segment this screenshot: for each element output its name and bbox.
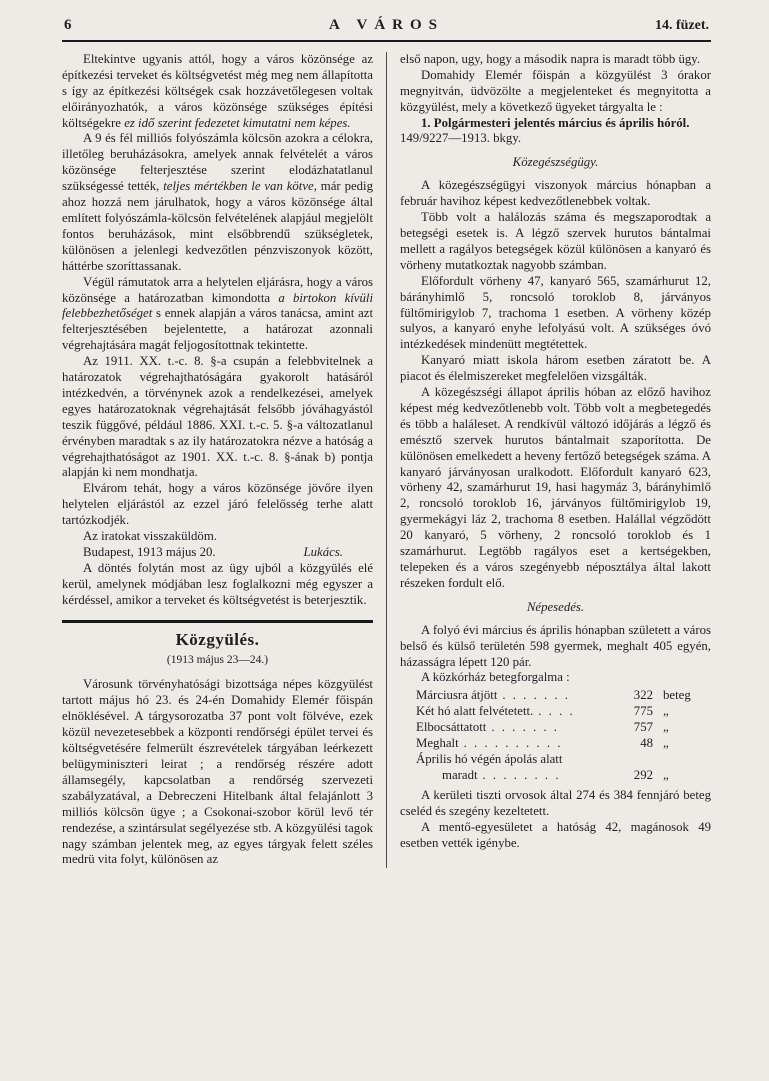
article-divider-rule <box>62 620 373 623</box>
dot-leader: . . . . . . . <box>491 720 559 735</box>
column-divider-rule <box>386 52 387 868</box>
dot-leader: . . . . . . . . <box>482 767 561 782</box>
table-row <box>416 768 705 784</box>
signature-name: Lukács. <box>303 545 343 559</box>
paragraph: Előfordult vörheny 47, kanyaró 565, szamárhurut 12, bárányhimlő 5, roncsoló toroklob 8, járványos fültőmirigylob 7, trachoma 1 esetben. A vörheny közép sulyos, a kanyaró enyhe lefolyású volt. A szükséges óvó intézkedések mindenütt megtétettek. <box>400 273 711 352</box>
paragraph: Kanyaró miatt iskola három esetben záratott be. A piacot és élelmiszereket megfelelően vizsgálták. <box>400 353 711 384</box>
table-row <box>416 704 705 720</box>
table-row <box>416 720 705 736</box>
page-columns <box>62 52 711 868</box>
signature-row <box>62 545 373 561</box>
left-column <box>62 52 373 868</box>
table-row-label: Elbocsáttatott <box>416 720 487 735</box>
table-row-value: 48 <box>640 736 653 751</box>
table-row-value: 322 <box>633 688 653 703</box>
subsection-heading-population: Népesedés. <box>526 599 585 614</box>
table-row-unit: beteg <box>663 688 691 703</box>
paragraph: Városunk törvényhatósági bizottsága népes közgyülést tartott május hó 23. és 24-én Domahidy Elemér főispán elnöklésével. A tárgysorozatba 37 pont volt fölvéve, ezek közül nevezetesebbek a központi rendőrségi épület tervei és költségvetésére felmerült észrevételek tárgyában leérkezett belügyminiszteri leirat ; a rendőrség részére adott államsegély, kapcsolatban a rendőrség szervezeti szabályzatával, a Debreczeni Hitelbank által felajánlott 3 milliós kölcsön ügye ; a Csokonai-szobor körül levő tér rendezése, a szintársulat segélyezése stb. A közgyülési tagok nagy számban jelentek meg, az egyes tárgyak felett széles medrü vita folyt, különösen az <box>62 677 373 867</box>
table-row <box>416 736 705 752</box>
dot-leader: . . . . <box>538 704 575 719</box>
paragraph: Domahidy Elemér főispán a közgyülést 3 órakor megnyitván, üdvözölte a megjelenteket és megnyitotta a közgyülést, mely a következő ügyeket tárgyalta le : <box>400 67 711 114</box>
header-rule <box>62 40 711 42</box>
paragraph: Az iratokat visszaküldöm. <box>83 529 217 544</box>
table-row <box>416 688 705 704</box>
table-row-unit: „ <box>663 767 669 782</box>
report-reference-number: 149/9227—1913. bkgy. <box>400 131 522 146</box>
paragraph: Eltekintve ugyanis attól, hogy a város közönsége az építkezési terveket és költségvetést még meg nem állapította s így az építkezési költségek csak hozzávetőlegesen voltak előirányozhatók, a város közönsége szükséges építési költségekre ez idő szerint fedezetet kimutatni nem képes. <box>62 51 373 130</box>
page-header <box>62 16 711 40</box>
paragraph: A 9 és fél milliós folyószámla kölcsön azokra a célokra, illetőleg beruházásokra, amelyek annak felvételét a város közönsége felterjesztése szerint elodázhatatlanul szükségessé tették, teljes mértékben le van kötve, már pedig ahoz hozzá nem járulhatok, hogy a város közönsége által említett folyószámla-kölcsön felvételének alapjául megjelölt fontos beruházások, mint elsőbbrendű szükségletek, különösen a jelenlegi kedvezőtlen pénzviszonyok között, háttérbe szoríttassanak. <box>62 131 373 273</box>
table-row <box>416 752 705 768</box>
section-date-line: (1913 május 23—24.) <box>166 653 269 666</box>
table-row-label: Két hó alatt felvétetett. <box>416 704 534 719</box>
paragraph: Az 1911. XX. t.-c. 8. §-a csupán a felebbvitelnek a határozatok végrehajthatóságára gyakorolt hatásáról intézkedvén, a törvénynek azok a rendelkezései, amelyek egyes határozatoknak végrehajtását felsőbb jóváhagyástól teszik függővé, például 1886. XXI. t.-c. 5. §-a változatlanul érvényben maradtak s az ily határozatokra nézve a hatóság a végrehajthatóságot az 1901. XX. t.-c. 8. §-ának b) pontja alapján ki nem mondhatja. <box>62 354 373 480</box>
dot-leader: . . . . . . . . . . <box>463 736 563 751</box>
table-row-value: 757 <box>633 720 653 735</box>
paragraph: A közegészségi állapot április hóban az előző havihoz képest még kedvezőtlenebb volt. Több volt a megbetegedés és több a haláleset. A rendkívül változó időjárás a légző és emésztő szervek hurutos bántalmait szaporította. De különösen emelkedett a heveny fertőző betegségek száma. A kanyaró járványosan uralkodott. Előfordult kanyaró 623, vörheny 42, szamárhurut 19, hasi hagymáz 3, bárányhimlő 2, roncsoló toroklob 16, járványos fültőmirigylob 19, gyermekágyi láz 2, trachoma 8 esetben. Halállal végződött 20 kanyaró, 5 vörheny, 2 roncsoló toroklob és 1 szamárhurut. Legtöbb ragályos eset a kertségekben, telepeken és a város szegényebb néposztálya által lakott részeken fordult elő. <box>400 385 711 590</box>
table-row-unit: „ <box>663 704 669 719</box>
paragraph: Végül rámutatok arra a helytelen eljárásra, hogy a város közönsége a határozatban kimondotta a birtokon kívüli felebbezhetőséget s ennek alapján a város tanácsa, amint azt felterjesztésében bejelentette, a határozat azonnali végrehajtására magát feljogosítottnak tekintette. <box>62 274 373 353</box>
journal-title: A VÁROS <box>329 17 444 33</box>
table-row-label: Márciusra átjött <box>416 688 498 703</box>
table-row-value: 292 <box>633 767 653 782</box>
paragraph: Elvárom tehát, hogy a város közönsége jövőre ilyen helytelen eljárástól az ezzel járó felelősség terhe alatt tartózkodjék. <box>62 481 373 528</box>
paragraph: A közkórház betegforgalma : <box>421 670 570 685</box>
dot-leader: . . . . . . . <box>502 688 570 703</box>
page-number: 6 <box>64 17 72 33</box>
table-row-label: maradt <box>442 767 478 782</box>
right-column <box>400 52 711 868</box>
table-row-unit: „ <box>663 736 669 751</box>
signature-place-date: Budapest, 1913 május 20. <box>83 545 216 559</box>
report-title: 1. Polgármesteri jelentés március és április hóról. <box>421 115 690 130</box>
paragraph: A kerületi tiszti orvosok által 274 és 384 fennjáró beteg cseléd és szegény kezeltetett. <box>400 787 711 818</box>
table-row-unit: „ <box>663 720 669 735</box>
paragraph: első napon, ugy, hogy a második napra is maradt több ügy. <box>400 51 701 66</box>
section-title: Közgyülés. <box>175 629 260 649</box>
hospital-statistics-table <box>416 688 705 783</box>
subsection-heading-health: Közegészségügy. <box>512 155 599 170</box>
paragraph: Több volt a halálozás száma és megszaporodtak a betegségi esetek is. A légző szervek hurutos bántalmai mellett a ragályos betegségek közül különösen a kanyaró és vörheny mutatkoztak nagyobb számban. <box>400 210 711 272</box>
paragraph: A döntés folytán most az ügy ujból a közgyülés elé kerül, amelynek módjában lesz foglalkozni még egyszer a kérdéssel, amikor a terveket és költségvetést is beterjesztik. <box>62 560 373 607</box>
paragraph: A folyó évi március és április hónapban született a város belső és külső területén 598 gyermek, meghalt 405 egyén, házasságra lépett 120 pár. <box>400 622 711 669</box>
issue-number: 14. füzet. <box>654 18 709 33</box>
table-row-label: Meghalt <box>416 736 459 751</box>
table-row-value: 775 <box>633 704 653 719</box>
paragraph: A mentő-egyesületet a hatóság 42, magánosok 49 esetben vették igénybe. <box>400 819 711 850</box>
paragraph: A közegészségügyi viszonyok március hónapban a február havihoz képest kedvezőtlenebbek voltak. <box>400 178 711 209</box>
table-row-label: Április hó végén ápolás alatt <box>416 751 563 766</box>
